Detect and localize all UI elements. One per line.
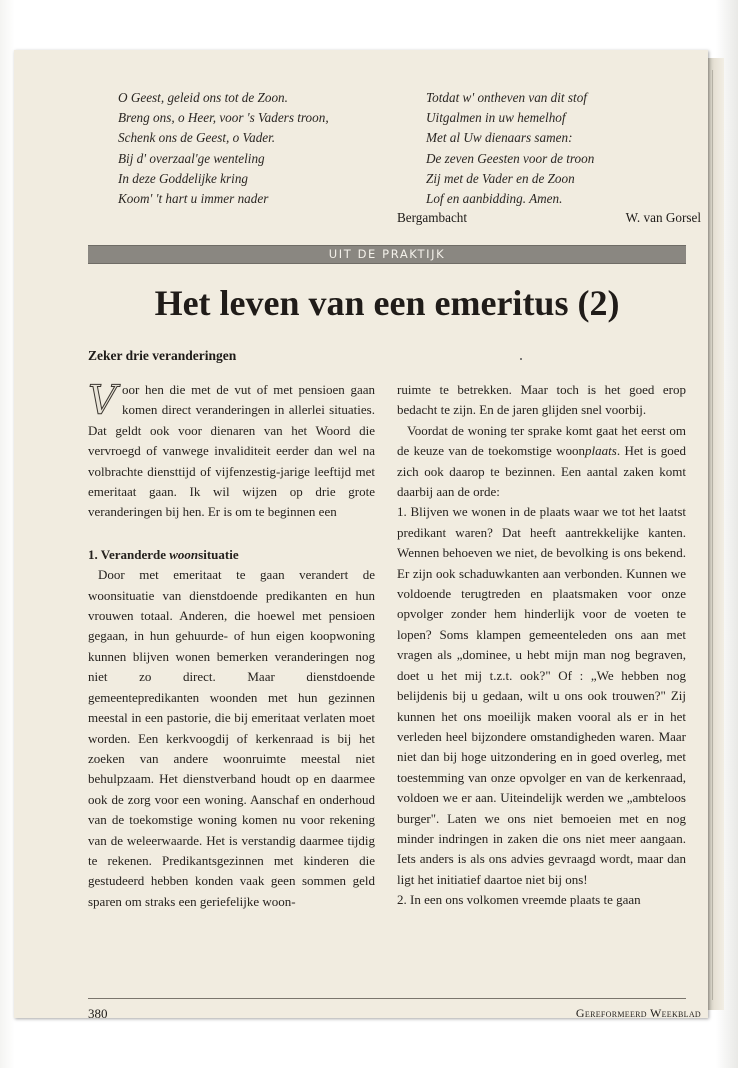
numbered-paragraph: 2. In een ons volkomen vreemde plaats te gaan xyxy=(397,892,641,908)
next-page-edge xyxy=(708,58,724,1010)
poem-line: In deze Goddelijke kring xyxy=(118,170,249,186)
poem-line: Totdat w' ontheven van dit stof xyxy=(426,90,587,105)
poem-line: Schenk ons de Geest, o Vader. xyxy=(118,130,276,146)
drop-cap: V xyxy=(88,378,117,424)
poem-line: Breng ons, o Heer, voor 's Vaders troon, xyxy=(118,110,329,126)
poem-line: Koom' 't hart u immer nader xyxy=(118,191,269,207)
right-column xyxy=(397,380,686,911)
poem-line: Zij met de Vader en de Zoon xyxy=(426,170,575,186)
page-number: 380 xyxy=(88,1006,108,1021)
bleed-through-left xyxy=(16,110,66,410)
section-heading-emphasis: woon xyxy=(169,546,199,562)
paragraph-emphasis: plaats xyxy=(585,443,617,459)
body-paragraph: Door met emeritaat te gaan verandert de woonsituatie van dienstdoende predikanten en hun vrouwen totaal. Anderen, die hoewel met pensioen gegaan, in hun gehuurde- of hun eigen koopwoning kunnen blijven wonen bemerken veranderingen nog niet zo direct. Maar dienstdoende gemeentepredikanten woonden met hun gezinnen meestal in een pastorie, die bij emeritaat verlaten moet worden. Een kerkvoogdij of kerkenraad is bij het zoeken van andere woonruimte meestal niet behulpzaam. Het dienstverband houdt op en daarmee ook de zorg voor een woning. Aanschaf en onderhoud van de toekomstige woning komen nu voor rekening van de weleerwaarde. Het is verstandig daarmee tijdig te rekenen. Predikantsgezinnen met kinderen die gestudeerd hebben konden vaak geen sommen geld sparen om straks een geriefelijke woon- xyxy=(88,567,375,909)
article-subheading: Zeker drie veranderingen xyxy=(88,348,237,363)
poem-line: Lof en aanbidding. Amen. xyxy=(426,191,563,207)
poem-line: De zeven Geesten voor de troon xyxy=(426,150,595,166)
poem-line: O Geest, geleid ons tot de Zoon. xyxy=(118,90,288,105)
magazine-name: Gereformeerd Weekblad xyxy=(575,1006,701,1020)
intro-paragraph xyxy=(88,380,375,523)
section-heading xyxy=(88,545,375,565)
section-heading-rest: situatie xyxy=(198,546,239,562)
page-fold-line xyxy=(712,70,713,1000)
poem-author: W. van Gorsel xyxy=(625,210,701,225)
section-heading-number: 1. Veranderde xyxy=(88,546,170,562)
left-column xyxy=(88,380,375,912)
paragraph-text: Voordat de woning ter sprake komt gaat het eerst om de keuze van de toekomstige woon xyxy=(397,422,686,459)
footer-rule xyxy=(88,998,686,999)
print-speck xyxy=(520,358,522,360)
poem-line: Met al Uw dienaars samen: xyxy=(426,130,573,146)
numbered-paragraph: 1. Blijven we wonen in de plaats waar we tot het laatst predikant waren? Dat heeft aantrekkelijke kanten. Wennen behoeven we niet, de bevolking is ons bekend. Er zijn ook schaduwkanten aan verbonden. Kunnen we voldoende terugtreden en plaatsmaken voor onze opvolger zonder hem hinderlijk voor de voeten te lopen? Soms klampen gemeenteleden ons aan met vragen als „dominee, u hebt mijn man nog begraven, doet u het mij t.z.t. ook?" Of : „We hebben nog belijdenis bij u gedaan, wilt u ons ook trouwen?" Zij kunnen het ons moeilijk maken vooral als er in het verleden heel bijzondere omstandigheden waren. Maar niet dan bij hoge uitzondering en in goed overleg, met toestemming van onze opvolger en van de kerkenraad, voldoen we er aan. Uiteindelijk werden we „ambteloos burger". Laten we ons niet bemoeien met en nog minder indringen in zaken die ons niet meer aangaan. Iets anders is als ons advies gevraagd wordt, maar dan ligt het initiatief daartoe niet bij ons! xyxy=(397,504,686,887)
section-banner: UIT DE PRAKTIJK xyxy=(88,245,686,264)
poem-line: Bij d' overzaal'ge wenteling xyxy=(118,150,265,166)
article-title: Het leven van een emeritus (2) xyxy=(154,283,620,323)
body-paragraph xyxy=(397,421,686,503)
poem-left-stanza xyxy=(118,88,329,209)
body-paragraph: ruimte te betrekken. Maar toch is het goed erop bedacht te zijn. En de jaren glijden snel voorbij. xyxy=(397,382,686,418)
poem-place: Bergambacht xyxy=(397,210,468,225)
poem-right-stanza xyxy=(426,88,594,209)
paragraph-text: . Het is goed zich ook daarop te bezinnen. Een aantal zaken komt daarbij aan de orde: xyxy=(397,443,686,500)
intro-text: oor hen die met de vut of met pensioen gaan komen direct veranderingen in allerlei situaties. Dat geldt ook voor dienaren van het Woord die vervroegd of vanwege invaliditeit eerder dan wel na volbrachte diensttijd of vijfenzestig-jarige leeftijd met emeritaat gaan. Ik wil wijzen op drie grote veranderingen bij hen. Er is om te beginnen een xyxy=(88,382,375,520)
poem-line: Uitgalmen in uw hemelhof xyxy=(426,110,566,126)
